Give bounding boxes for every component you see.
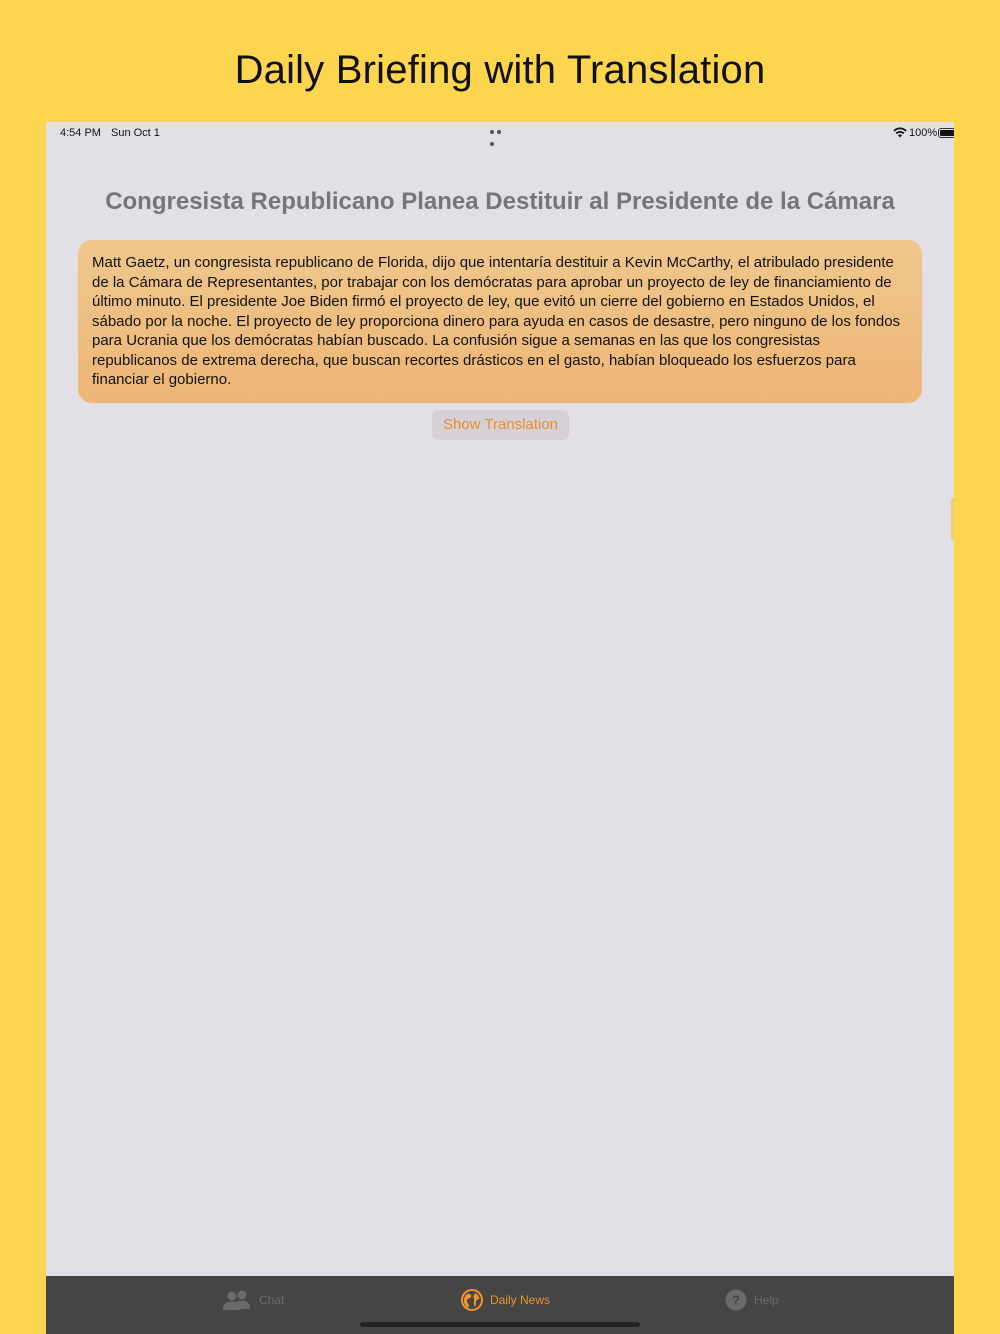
multitasking-dots-icon[interactable] — [490, 130, 510, 134]
people-icon — [222, 1289, 252, 1311]
tab-help[interactable] — [725, 1288, 779, 1312]
status-bar — [46, 122, 954, 144]
article-line: republicanos de extrema derecha, que buscan recortes drásticos en el gasto, habían bloqueado los esfuerzos para — [92, 351, 856, 369]
question-icon — [725, 1289, 747, 1311]
tab-help-label: Help — [754, 1293, 779, 1307]
promo-title: Daily Briefing with Translation — [234, 48, 766, 92]
tab-chat[interactable] — [222, 1288, 284, 1312]
show-translation-button[interactable]: Show Translation — [432, 410, 569, 440]
home-indicator[interactable] — [360, 1322, 640, 1327]
tab-bar — [46, 1276, 954, 1334]
globe-icon — [461, 1289, 483, 1311]
slide-over-handle[interactable] — [951, 498, 954, 540]
article-line: de la Cámara de Representantes, por trabajar con los demócratas para aprobar un proyecto de ley de financiamiento de — [92, 273, 892, 291]
article-line: último minuto. El presidente Joe Biden firmó el proyecto de ley, que evitó un cierre del gobierno en Estados Unidos, el — [92, 293, 875, 310]
wifi-icon — [893, 127, 907, 138]
tab-daily-news[interactable] — [461, 1288, 550, 1312]
battery-icon — [938, 128, 954, 138]
status-date: Sun Oct 1 — [111, 127, 160, 139]
article-line: sábado por la noche. El proyecto de ley proporciona dinero para ayuda en casos de desastre, pero ninguno de los fondos — [92, 312, 901, 330]
svg-text:?: ? — [732, 1292, 740, 1308]
article-title: Congresista Republicano Planea Destituir al Presidente de la Cámara — [105, 188, 895, 215]
article-card — [78, 240, 922, 403]
device-screen — [46, 122, 954, 1334]
article-line: Matt Gaetz, un congresista republicano de Florida, dijo que intentaría destituir a Kevin McCarthy, el atribulado presidente — [92, 254, 894, 271]
tab-chat-label: Chat — [259, 1293, 285, 1307]
tab-daily-news-label: Daily News — [490, 1293, 551, 1307]
status-time: 4:54 PM — [60, 127, 101, 139]
article-line: para Ucrania que los demócratas habían buscado. La confusión sigue a semanas en las que los congresistas — [92, 332, 820, 349]
article-line: financiar el gobierno. — [92, 371, 232, 388]
battery-percentage: 100% — [909, 127, 938, 139]
